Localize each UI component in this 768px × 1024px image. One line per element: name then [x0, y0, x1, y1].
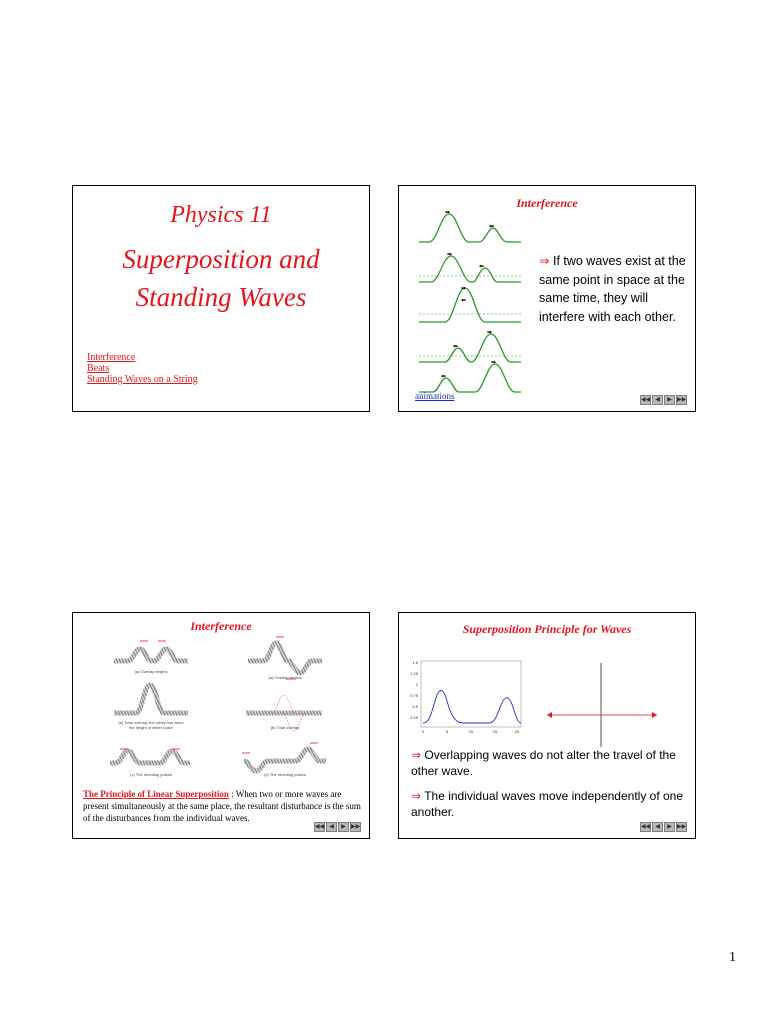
caption-c-right: (c) The receding pulses [264, 772, 306, 777]
link-interference[interactable]: Interference [87, 352, 136, 363]
svg-text:⬅: ⬅ [453, 344, 459, 350]
last-slide-icon[interactable]: ▶▶ [677, 823, 687, 830]
axes-diagram [541, 661, 671, 751]
topic-links [87, 352, 198, 385]
caption-b-left-2: the height of either pulse [129, 725, 173, 730]
caption-b-left-1: (b) Total overlap; the slinky has twice [118, 720, 184, 725]
caption-a-right: (a) Overlap begins [268, 675, 302, 680]
bullet-1 [411, 747, 693, 779]
first-slide-icon[interactable]: ◀◀ [315, 823, 325, 830]
plot-curve [423, 691, 521, 724]
prev-slide-icon[interactable]: ◀ [652, 395, 663, 405]
caption-c-left: (c) The receding pulses [130, 772, 172, 777]
svg-text:➡: ➡ [447, 252, 453, 258]
last-slide-icon[interactable]: ▶▶ [677, 396, 687, 403]
ytick: 0.25 [410, 715, 418, 720]
slinky-a-right [248, 643, 322, 673]
wave-row-5 [419, 364, 521, 392]
svg-text:➡: ➡ [487, 330, 493, 336]
svg-text:➡: ➡ [461, 286, 467, 292]
slide-interference-slinky [72, 612, 370, 839]
principle-heading: The Principle of Linear Superposition [83, 789, 229, 799]
slide-interference [398, 185, 696, 412]
svg-text:⬅: ⬅ [489, 224, 495, 230]
page-number: 1 [729, 950, 736, 965]
xtick: 20 [514, 729, 520, 734]
slinky-c-right [244, 749, 326, 771]
arrow-icon: ⇒ [539, 253, 550, 268]
ytick: 1.5 [412, 660, 418, 665]
link-standing-waves[interactable]: Standing Waves on a String [87, 374, 198, 385]
ytick: 1 [415, 682, 418, 687]
wave-row-1 [419, 214, 521, 242]
slide-main-title [73, 240, 369, 316]
next-slide-icon[interactable]: ▶ [664, 822, 675, 832]
wave-row-4 [419, 334, 521, 362]
next-slide-icon[interactable]: ▶ [664, 395, 675, 405]
bullet-2-text: The individual waves move independently of one another. [411, 789, 684, 819]
slide-nav [314, 822, 361, 832]
arrow-icon: ⇒ [411, 789, 422, 803]
xtick: 15 [492, 729, 498, 734]
title-line-2: Standing Waves [135, 282, 307, 312]
principle-body: : When two or more waves are present simultaneously at the same place, the resultant disturbance is the sum of the disturbances from the individual waves. [83, 789, 361, 823]
first-slide-icon[interactable]: ◀◀ [641, 396, 651, 403]
interference-description [539, 252, 691, 326]
prev-slide-icon[interactable]: ◀ [652, 822, 663, 832]
xtick: 5 [445, 729, 449, 734]
bullet-1-text: Overlapping waves do not alter the travel of the other wave. [411, 748, 676, 778]
xtick: 10 [468, 729, 474, 734]
next-slide-icon[interactable]: ▶ [338, 822, 349, 832]
bullet-2 [411, 788, 693, 820]
course-name: Physics 11 [170, 202, 272, 228]
slinky-c-left [110, 751, 190, 763]
slide-title: Interference [516, 196, 578, 210]
ytick: 1.25 [410, 671, 418, 676]
caption-b-right: (b) Total overlap [270, 725, 300, 730]
wave-row-3 [419, 288, 521, 322]
slide-title: Superposition Principle for Waves [462, 622, 632, 636]
animations-link[interactable]: animations [415, 391, 455, 401]
link-beats[interactable]: Beats [87, 363, 110, 374]
first-slide-icon[interactable]: ◀◀ [641, 823, 651, 830]
svg-text:⬅: ⬅ [479, 264, 485, 270]
interference-text: If two waves exist at the same point in space at the same time, they will interfere with each other. [539, 254, 686, 324]
slide-title: Interference [190, 619, 252, 633]
ytick: 0.75 [410, 693, 418, 698]
slinky-b-left [114, 685, 188, 713]
slide-nav [640, 822, 687, 832]
slinky-pulse-diagram [82, 633, 362, 783]
last-slide-icon[interactable]: ▶▶ [351, 823, 361, 830]
title-line-1: Superposition and [122, 244, 320, 274]
wave-plot [405, 659, 525, 739]
svg-text:➡: ➡ [491, 360, 497, 366]
slinky-a-left [114, 649, 188, 661]
svg-text:⬅: ⬅ [461, 298, 467, 304]
superposition-principle-text [83, 788, 365, 824]
xtick: 0 [421, 729, 425, 734]
wave-row-2 [419, 256, 521, 282]
svg-text:⬅: ⬅ [441, 374, 447, 380]
prev-slide-icon[interactable]: ◀ [326, 822, 337, 832]
slide-title [72, 185, 370, 412]
arrow-icon: ⇒ [411, 748, 422, 762]
ytick: 0.5 [412, 704, 418, 709]
slide-superposition-principle [398, 612, 696, 839]
interference-wave-diagram [417, 208, 537, 398]
slide-nav [640, 395, 687, 405]
caption-a-left: (a) Overlap begins [134, 669, 168, 674]
svg-text:➡: ➡ [445, 210, 451, 216]
